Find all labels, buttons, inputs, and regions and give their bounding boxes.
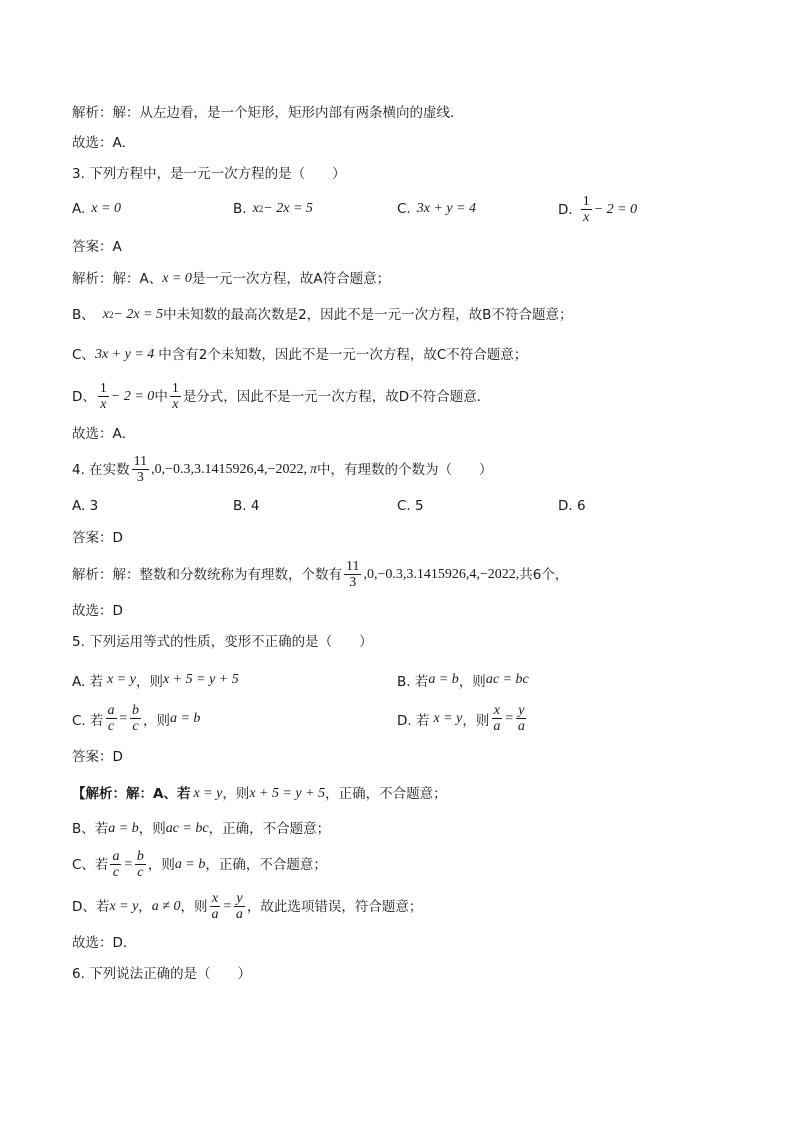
fraction: $\frac{x}{a}$ — [211, 891, 219, 922]
q4-explanation: 解析：解：整数和分数统称为有理数，个数有 $\frac{11}{3}$ ,0,−0.3,3.1415926,4,−2022, 共6个， — [72, 559, 569, 590]
q4-stem: 4. 在实数 $\frac{11}{3}$ ,0,−0.3,3.1415926,4,−2022, π 中，有理数的个数为（ ） — [72, 454, 493, 485]
q5-choice: 故选：D． — [72, 935, 137, 951]
q5-option-a: A. 若 x = y ，则 x + 5 = y + 5 — [72, 672, 239, 690]
fraction: $\frac{1}{x}$ — [171, 381, 179, 412]
q3-option-d: D. $\frac{1}{x}$ − 2 = 0 — [558, 194, 638, 225]
fraction: $\frac{b}{c}$ — [131, 703, 139, 734]
q3-option-a: A. x = 0 — [72, 201, 121, 217]
fraction: $\frac{x}{a}$ — [493, 703, 501, 734]
fraction: $\frac{b}{c}$ — [136, 849, 144, 880]
q5-explanation-c: C、若 $\frac{a}{c}$ = $\frac{b}{c}$ ，则 a = b ，正确，不合题意； — [72, 849, 327, 880]
q5-answer: 答案：D — [72, 749, 123, 765]
q2-explanation: 解析：解：从左边看，是一个矩形，矩形内部有两条横向的虚线． — [72, 105, 464, 121]
q3-explanation-b: B、 x 2 − 2x = 5 中未知数的最高次数是2，因此不是一元一次方程，故B不符合题意； — [72, 307, 573, 323]
q4-option-c: C. 5 — [397, 498, 424, 514]
q3-explanation-c: C、 3x + y = 4 中含有2个未知数，因此不是一元一次方程，故C不符合题意； — [72, 347, 528, 363]
q4-option-a: A. 3 — [72, 498, 99, 514]
q5-explanation-d: D、若 x = y ， a ≠ 0 ，则 $\frac{x}{a}$ = $\frac{y}{a}$ ，故此选项错误，符合题意； — [72, 891, 423, 922]
q5-option-b: B. 若 a = b ，则 ac = bc — [397, 672, 529, 690]
q3-option-c: C. 3x + y = 4 — [397, 201, 477, 217]
fraction: $\frac{a}{c}$ — [107, 703, 115, 734]
fraction: $\frac{11}{3}$ — [133, 454, 148, 485]
q3-choice: 故选：A． — [72, 426, 136, 442]
q3-option-b: B. x 2 − 2x = 5 — [233, 201, 313, 217]
q5-stem: 5. 下列运用等式的性质，变形不正确的是（ ） — [72, 634, 373, 650]
fraction: $\frac{1}{x}$ — [582, 194, 590, 225]
q4-option-b: B. 4 — [233, 498, 260, 514]
q5-explanation-b: B、若 a = b ，则 ac = bc ，正确，不合题意； — [72, 821, 331, 837]
q4-choice: 故选：D — [72, 603, 123, 619]
fraction: $\frac{y}{a}$ — [517, 703, 525, 734]
q2-choice: 故选：A． — [72, 135, 136, 151]
q6-stem: 6. 下列说法正确的是（ ） — [72, 966, 252, 982]
q4-option-d: D. 6 — [558, 498, 586, 514]
q5-option-d: D. 若 x = y ，则 $\frac{x}{a}$ = $\frac{y}{a}$ — [397, 703, 525, 734]
q5-explanation-a: 【解析：解：A、若 x = y ，则 x + 5 = y + 5 ，正确，不合题意； — [72, 786, 447, 802]
q3-answer: 答案：A — [72, 239, 122, 255]
q5-option-c: C. 若 $\frac{a}{c}$ = $\frac{b}{c}$ ，则 a = b — [72, 703, 201, 734]
q4-answer: 答案：D — [72, 530, 123, 546]
q3-explanation-a: 解析：解：A、 x = 0 是一元一次方程，故A符合题意； — [72, 271, 391, 287]
fraction: $\frac{11}{3}$ — [346, 559, 360, 590]
fraction: $\frac{y}{a}$ — [235, 891, 243, 922]
q3-stem: 3. 下列方程中，是一元一次方程的是（ ） — [72, 166, 346, 182]
q3-explanation-d: D、 $\frac{1}{x}$ − 2 = 0 中 $\frac{1}{x}$ 是分式，因此不是一元一次方程，故D不符合题意． — [72, 381, 491, 412]
fraction: $\frac{a}{c}$ — [112, 849, 120, 880]
fraction: $\frac{1}{x}$ — [99, 381, 107, 412]
